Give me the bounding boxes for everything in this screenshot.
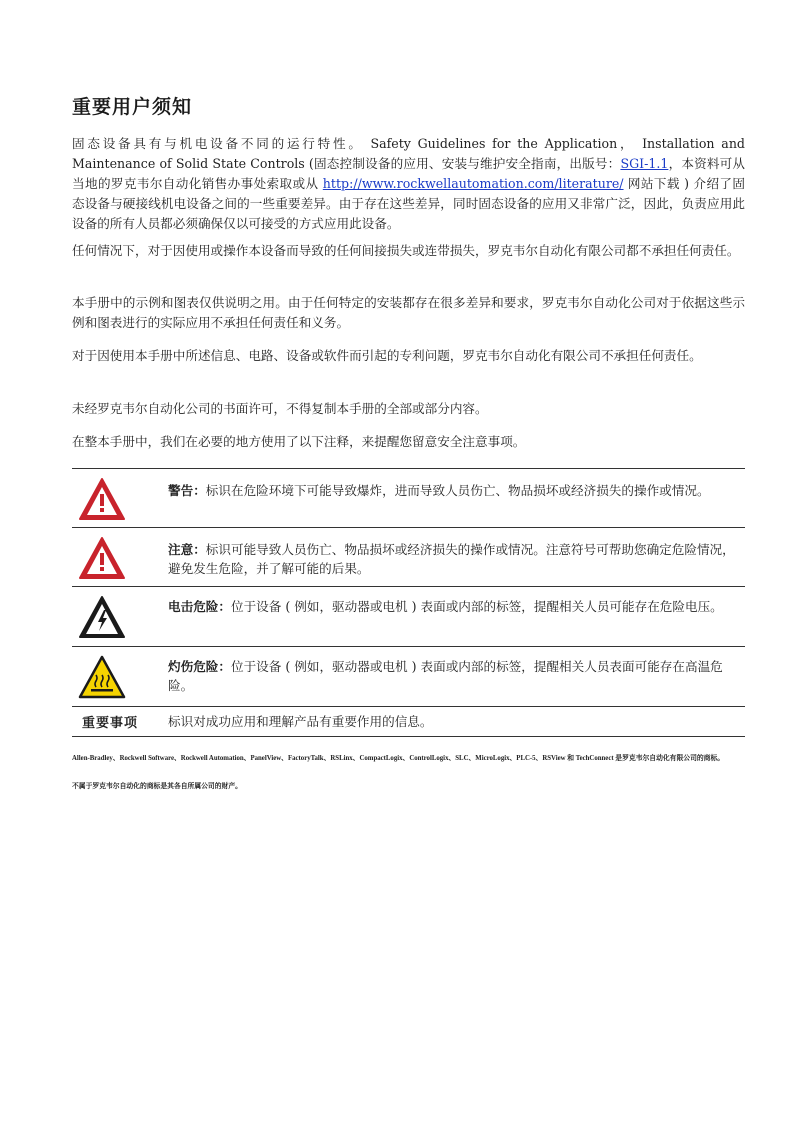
shock-hazard-row: [72, 586, 745, 646]
publication-link[interactable]: SGI-1.1: [620, 156, 669, 171]
important-label: 重要事项: [82, 716, 139, 731]
shock-hazard-text: [168, 597, 736, 616]
intro-text-3: 网站下载 ) 介绍了固态设备与硬接线机电设备之间的一些重要差异。由于存在这些差异，同时固态设备的应用又非常广泛，因此，负责应用此设备的所有人员都必须确保仅以可接受的方式应用此设备。: [72, 176, 745, 231]
trademark-notice: Allen-Bradley、Rockwell Software、Rockwell Automation、PanelView、FactoryTalk、RSLinx、CompactLogix、ControlLogix、SLC、MicroLogix、PLC-5、RSView 和 TechConnect 是罗克韦尔自动化有限公司的商标。: [72, 755, 725, 762]
warning-term: 警告：: [168, 483, 206, 498]
burn-hazard-row: [72, 646, 745, 706]
trademark-ownership-notice: 不属于罗克韦尔自动化的商标是其各自所属公司的财产。: [72, 783, 242, 790]
warning-text: [168, 481, 736, 500]
burn-hazard-text: [168, 657, 736, 695]
important-text: 标识对成功应用和理解产品有重要作用的信息。: [168, 714, 433, 729]
liability-paragraph: 任何情况下，对于因使用或操作本设备而导致的任何间接损失或连带损失，罗克韦尔自动化有限公司都不承担任何责任。: [72, 243, 740, 258]
safety-notice-table: [72, 468, 745, 737]
electric-shock-icon: [78, 595, 126, 639]
shock-hazard-term: 电击危险：: [168, 599, 231, 614]
intro-paragraph: [72, 134, 745, 234]
attention-description: 标识可能导致人员伤亡、物品损坏或经济损失的操作或情况。注意符号可帮助您确定危险情况，避免发生危险，并了解可能的后果。: [168, 542, 735, 576]
important-row: [72, 706, 745, 737]
warning-row: [72, 468, 745, 527]
intro-text-2: ，本资料可从当地的罗克韦尔自动化销售办事处索取或从: [72, 156, 745, 191]
attention-text: [168, 540, 736, 578]
intro-text-1: 固态设备具有与机电设备不同的运行特性。 Safety Guidelines for the Application， Installation and Maintenance of Solid State Controls (固态控制设备的应用、安装与维护安全指南，出版号：: [72, 136, 745, 171]
patent-paragraph: 对于因使用本手册中所述信息、电路、设备或软件而引起的专利问题，罗克韦尔自动化有限公司不承担任何责任。: [72, 348, 702, 363]
page-title: 重要用户须知: [72, 96, 193, 118]
notice-intro-paragraph: 在整本手册中，我们在必要的地方使用了以下注释，来提醒您留意安全注意事项。: [72, 434, 526, 449]
literature-url-link[interactable]: http://www.rockwellautomation.com/literature/: [322, 176, 624, 191]
shock-hazard-description: 位于设备 ( 例如，驱动器或电机 ) 表面或内部的标签，提醒相关人员可能存在危险电压。: [230, 599, 723, 614]
warning-description: 标识在危险环境下可能导致爆炸，进而导致人员伤亡、物品损坏或经济损失的操作或情况。: [205, 483, 710, 498]
burn-hazard-term: 灼伤危险：: [168, 659, 231, 674]
attention-row: [72, 527, 745, 586]
examples-paragraph: 本手册中的示例和图表仅供说明之用。由于任何特定的安装都存在很多差异和要求，罗克韦尔自动化公司对于依据这些示例和图表进行的实际应用不承担任何责任和义务。: [72, 295, 745, 330]
copyright-paragraph: 未经罗克韦尔自动化公司的书面许可，不得复制本手册的全部或部分内容。: [72, 401, 488, 416]
attention-term: 注意：: [168, 542, 206, 557]
burn-hazard-description: 位于设备 ( 例如，驱动器或电机 ) 表面或内部的标签，提醒相关人员表面可能存在高温危险。: [168, 659, 723, 693]
hot-surface-icon: [78, 655, 126, 699]
attention-icon: [78, 536, 126, 580]
warning-icon: [78, 477, 126, 521]
